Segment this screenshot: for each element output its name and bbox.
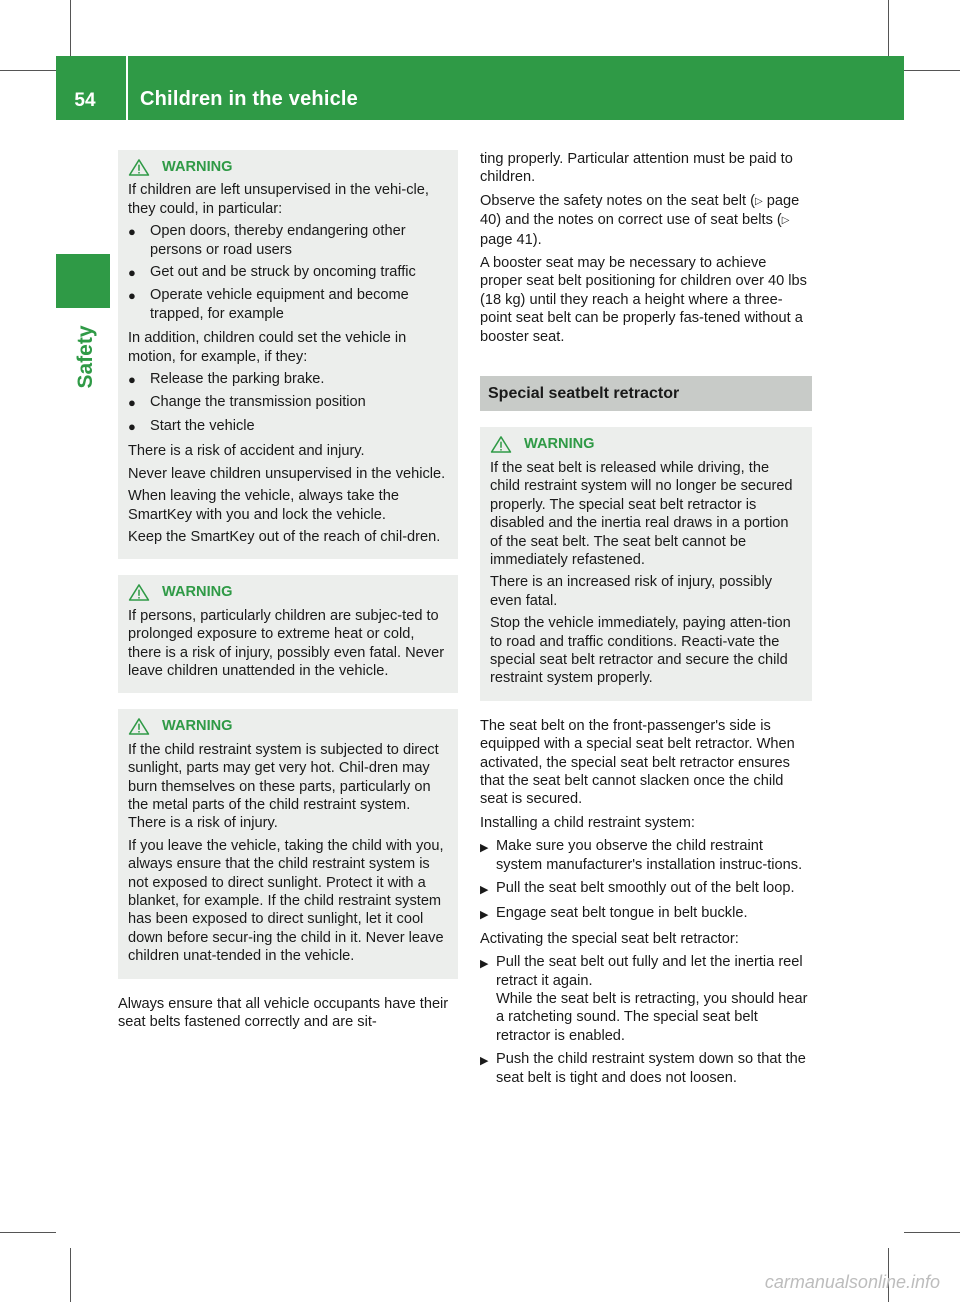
warning-text: In addition, children could set the vehicle in motion, for example, if they: <box>128 330 407 365</box>
instruction-step: ▶ Pull the seat belt smoothly out of the belt loop. <box>480 879 812 899</box>
page-number: 54 <box>74 90 96 111</box>
warning-text: If you leave the vehicle, taking the child with you, always ensure that the child restraint system is not exposed to direct sunlight. Protect it with a blanket, for example. If the child restraint system has been exposed to direct sunlight, let it cool down before secur-ing the child in it. Never leave children unat-tended in the vehicle. <box>128 837 444 965</box>
crop-mark <box>70 0 71 56</box>
bullet-icon: ● <box>128 418 136 434</box>
warning-text: When leaving the vehicle, always take the SmartKey with you and lock the vehicle. <box>128 488 399 523</box>
page-ref-link[interactable]: page 41 <box>480 231 533 248</box>
crop-mark <box>70 1248 71 1302</box>
warning-text: If the child restraint system is subjected to direct sunlight, parts may get very hot. Chil-dren may burn themselves on these parts, particularly on the metal parts of the child restraint system. There is a risk of injury. <box>128 741 439 832</box>
warning-text: If children are left unsupervised in the vehi-cle, they could, in particular: <box>128 182 429 217</box>
left-column <box>118 150 458 1036</box>
list-item: ● Get out and be struck by oncoming traffic <box>128 263 446 282</box>
warning-box <box>118 709 458 978</box>
warning-text: Keep the SmartKey out of the reach of chil-dren. <box>128 528 441 545</box>
list-item: ● Operate vehicle equipment and become trapped, for example <box>128 287 409 322</box>
warning-box <box>118 150 458 559</box>
body-paragraph: Installing a child restraint system: <box>480 814 695 831</box>
warning-heading <box>128 717 446 735</box>
crop-mark <box>888 0 889 56</box>
warning-label: WARNING <box>162 718 233 735</box>
instruction-step: ▶ Pull the seat belt out fully and let the inertia reel retract it again. While the seat belt is retracting, you should hear a ratcheting sound. The special seat belt retractor is enabled. <box>480 954 808 1044</box>
warning-heading <box>128 583 446 601</box>
bullet-icon: ● <box>128 288 136 304</box>
instruction-step: ▶ Push the child restraint system down so that the seat belt is tight and does not loosen. <box>480 1051 806 1086</box>
page-ref-link[interactable]: page 40 <box>480 192 800 229</box>
step-arrow-icon: ▶ <box>480 958 489 971</box>
instruction-step: ▶ Engage seat belt tongue in belt buckle. <box>480 904 812 924</box>
list-item: ● Start the vehicle <box>128 417 446 436</box>
section-heading: Special seatbelt retractor <box>480 376 812 411</box>
warning-label: WARNING <box>162 584 233 601</box>
step-arrow-icon: ▶ <box>480 884 489 896</box>
list-item: ● Release the parking brake. <box>128 370 446 389</box>
bullet-icon: ● <box>128 395 136 411</box>
warning-heading <box>128 158 446 176</box>
list-item: ● Open doors, thereby endangering other persons or road users <box>128 223 406 258</box>
crop-mark <box>0 70 56 71</box>
warning-label: WARNING <box>162 159 233 175</box>
warning-heading <box>490 435 800 453</box>
right-column <box>480 150 812 1092</box>
body-paragraph: The seat belt on the front-passenger's side is equipped with a special seat belt retractor. When activated, the special seat belt retractor ensures that the seat belt cannot slacken once the child seat is secured. <box>480 717 795 808</box>
bullet-icon: ● <box>128 265 136 281</box>
page-title: Children in the vehicle <box>140 88 358 110</box>
section-tab <box>56 254 110 308</box>
body-paragraph: A booster seat may be necessary to achieve proper seat belt positioning for children over 40 lbs (18 kg) until they reach a height where a three-point seat belt can be properly fas-tened without a booster seat. <box>480 255 807 345</box>
crop-mark <box>904 1232 960 1233</box>
step-arrow-icon: ▶ <box>480 842 489 855</box>
warning-text: Never leave children unsupervised in the vehicle. <box>128 465 446 482</box>
header-divider <box>126 56 128 120</box>
warning-triangle-icon <box>128 718 150 735</box>
list-item: ● Change the transmission position <box>128 393 446 412</box>
watermark: carmanualsonline.info <box>764 1272 940 1292</box>
warning-text: Stop the vehicle immediately, paying atten-tion to road and traffic conditions. Reacti-vate the special seat belt retractor and secure the child restraint system properly. <box>490 615 791 687</box>
crop-mark <box>904 70 960 71</box>
warning-triangle-icon <box>490 436 512 453</box>
warning-text: If persons, particularly children are subjec-ted to prolonged exposure to extreme heat or cold, there is a risk of injury, possibly even fatal. Never leave children unattended in the vehicle. <box>128 607 445 679</box>
warning-bullet-list <box>128 370 446 436</box>
warning-text: There is a risk of accident and injury. <box>128 443 365 460</box>
page-ref-icon: ▷ <box>781 215 790 227</box>
bullet-icon: ● <box>128 224 136 240</box>
warning-label: WARNING <box>524 436 595 453</box>
warning-text: There is an increased risk of injury, possibly even fatal. <box>490 574 772 609</box>
body-paragraph: Always ensure that all vehicle occupants have their seat belts fastened correctly and are sit- <box>118 995 449 1031</box>
step-arrow-icon: ▶ <box>480 1055 489 1068</box>
body-paragraph: Activating the special seat belt retractor: <box>480 930 739 947</box>
bullet-icon: ● <box>128 372 136 388</box>
warning-text: If the seat belt is released while driving, the child restraint system will no longer be secured properly. The special seat belt retractor is disabled and the inertia real draws in a portion of the seat belt. The seat belt cannot be immediately refastened. <box>490 459 793 568</box>
warning-triangle-icon <box>128 159 150 176</box>
body-paragraph: ting properly. Particular attention must be paid to children. <box>480 151 793 186</box>
warning-box <box>480 427 812 700</box>
body-paragraph: Observe the safety notes on the seat belt (▷ page 40) and the notes on correct use of seat belts (▷ page 41). <box>480 192 800 248</box>
step-arrow-icon: ▶ <box>480 909 489 922</box>
warning-box <box>118 575 458 693</box>
page-ref-icon: ▷ <box>755 195 763 207</box>
warning-bullet-list <box>128 222 446 323</box>
warning-triangle-icon <box>128 584 150 601</box>
crop-mark <box>0 1232 56 1233</box>
section-label: Safety <box>74 325 97 389</box>
instruction-step: ▶ Make sure you observe the child restraint system manufacturer's installation instruc-tions. <box>480 838 803 873</box>
